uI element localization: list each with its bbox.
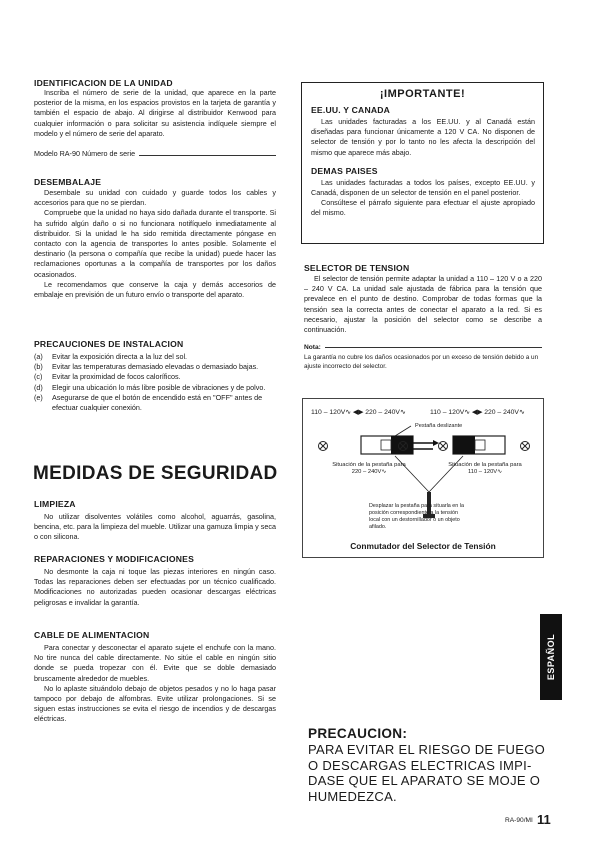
cable-title: CABLE DE ALIMENTACION — [34, 630, 150, 640]
diagram-caption: Conmutador del Selector de Tensión — [350, 541, 496, 551]
install-title: PRECAUCIONES DE INSTALACION — [34, 339, 184, 349]
selector-title: SELECTOR DE TENSION — [304, 263, 410, 273]
left-range-label: 110 – 120V∿ ◀▶ 220 – 240V∿ — [311, 409, 406, 416]
right-range-label: 110 – 120V∿ ◀▶ 220 – 240V∿ — [430, 409, 525, 416]
clean-title: LIMPIEZA — [34, 499, 76, 509]
caution-title: PRECAUCION: — [308, 726, 408, 741]
instruction-text: Desplazar la pestaña para situarla en la posición correspondiente a la tensión local con un destornillador o un objeto afilado. — [369, 503, 464, 530]
language-tab-label: ESPAÑOL — [546, 633, 556, 681]
page-number: 11 — [537, 812, 551, 827]
ident-body: Inscriba el número de serie de la unidad, que aparece en la parte posterior de la misma, en los espacios provistos en la tarjeta de garantía y también el espacio de abajo. Al dirigirse al distribuidor Kenwood para cualquier información o para solicitar su asistencia indíquele siempre el modelo y el número de serie del aparato. — [34, 88, 276, 138]
usa-title: EE.UU. Y CANADA — [311, 105, 391, 115]
install-list — [34, 352, 276, 413]
selector-body: El selector de tensión permite adaptar la unidad a 110 – 120 V o a 220 – 240 V CA. La unidad sale ajustada de fábrica para la tensión que prevalece en el punto de destino. Comprobar de todas formas que la tensión sea la correcta antes de conectar el aparato a la red. Si es necesario, ajustar la posición del selector como se describe a continuación. — [304, 274, 542, 335]
repair-body: No desmonte la caja ni toque las piezas interiores en ningún caso. Todas las reparaciones deben ser efectuadas por un técnico cualificado. Modificaciones no autorizadas pueden ocasionar descargas eléctricas peligrosas e invalidar la garantía. — [34, 567, 276, 607]
list-item: (e) Asegurarse de que el botón de encendido está en "OFF" antes de efectuar cualquier conexión. — [34, 392, 263, 413]
other-body: Las unidades facturadas a todos los países, excepto EE.UU. y Canadá, disponen de un selector de tensión en el panel posterior. Consúltese el párrafo siguiente para efectuar el ajuste apropiado del mismo. — [311, 177, 535, 218]
position-right-label: Situación de la pestaña para 110 – 120V∿ — [448, 462, 522, 476]
list-item: (b) Evitar las temperaturas demasiado elevadas o demasiado bajas. — [34, 362, 259, 372]
note-row: Nota: — [304, 344, 542, 351]
clean-body: No utilizar disolventes volátiles como alcohol, aguarrás, gasolina, bencina, etc. para la limpieza del mueble. Utilizar una gamuza limpia y seca o con silicona. — [34, 512, 276, 542]
list-item: (d) Elegir una ubicación lo más libre posible de vibraciones y de polvo. — [34, 382, 266, 392]
important-title: ¡IMPORTANTE! — [379, 88, 466, 100]
list-item: (a) Evitar la exposición directa a la luz del sol. — [34, 352, 188, 361]
important-box — [301, 82, 544, 244]
voltage-selector-diagram — [302, 398, 544, 558]
unpack-title: DESEMBALAJE — [34, 177, 102, 187]
tab-label: Pestaña deslizante — [415, 423, 463, 429]
repair-title: REPARACIONES Y MODIFICACIONES — [34, 554, 195, 564]
position-left-label: Situación de la pestaña para 220 – 240V∿ — [332, 462, 406, 476]
other-title: DEMAS PAISES — [311, 165, 378, 176]
switch-illustration — [303, 399, 543, 557]
serial-blank — [139, 149, 276, 156]
usa-body: Las unidades facturadas a los EE.UU. y al Canadá están diseñadas para funcionar únicamente a 120 V CA. No disponen de selector de tensión y por lo tanto no les afecta la descripción del mismo que aparece más abajo. — [311, 117, 535, 157]
safety-title: MEDIDAS DE SEGURIDAD — [33, 463, 278, 484]
model-line: Modelo RA-90 Número de serie — [34, 149, 276, 159]
language-tab — [540, 614, 562, 700]
ident-title: IDENTIFICACION DE LA UNIDAD — [34, 78, 173, 88]
list-item: (c) Evitar la proximidad de focos caloríficos. — [34, 372, 181, 382]
caution-text: PARA EVITAR EL RIESGO DE FUEGO O DESCARGAS ELECTRICAS IMPI- DASE QUE EL APARATO SE MOJE O HUMEDEZCA. — [308, 742, 546, 804]
unpack-body: Desembale su unidad con cuidado y guarde todos los cables y accesorios para que no se pierdan. Compruebe que la unidad no haya sido dañada durante el transporte. Si ha sufrido algún daño o si no funcionara notifíquelo inmediatamente al distribuidor. Si la unidad le ha sido remitida directamente póngase en contacto con la agencia de transportes lo antes posible. Solamente el destinario (la persona o compañía que recibe la unidad) puede hacer las reclamaciones oportunas a la compañía de transportes por los daños ocasionados. Le recomendamos que conserve la caja y demás accesorios de embalaje en previsión de un futuro envío o transporte del aparato. — [34, 188, 276, 300]
cable-body: Para conectar y desconectar el aparato sujete el enchufe con la mano. No tire nunca del cable directamente. No sitúe el cable en ningún sitio donde se pueda tropezar con él. Evite que se doble demasiado bruscamente alrededor de muebles. No lo aplaste situándolo debajo de objetos pesados y no lo haga pasar tampoco por debajo de alfombras. Evite utilizar prolongaciones. Si se siguen estas instrucciones se evita el riesgo de incendios y de descargas eléctricas. — [34, 643, 276, 724]
footer-model: RA-90/MI — [505, 817, 533, 824]
note-text: La garantía no cubre los daños ocasionados por un exceso de tensión debido a un ajuste incorrecto del selector. — [304, 354, 539, 370]
